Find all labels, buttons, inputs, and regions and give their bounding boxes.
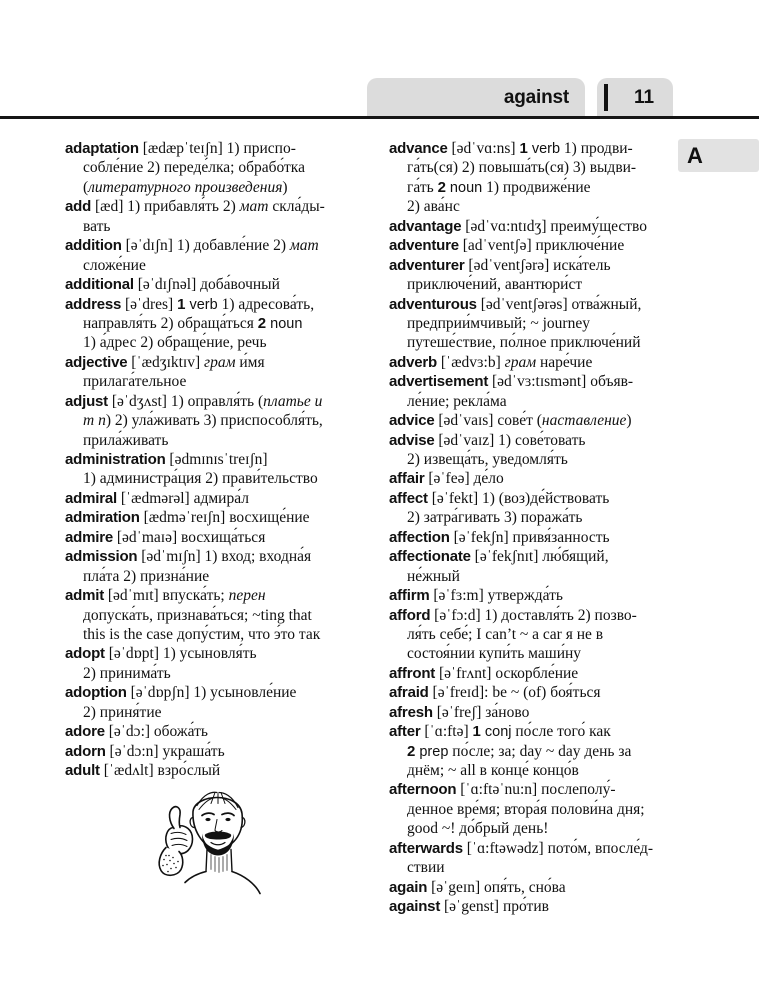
dictionary-entry	[389, 586, 694, 605]
entry-text: 1) администра́ция 2) прави́тельство	[83, 470, 318, 488]
entry-text: прилага́тельное	[83, 373, 187, 391]
entry-text: 1) продви-	[560, 140, 633, 157]
dictionary-entry	[389, 547, 694, 586]
entry-line-first	[65, 295, 370, 314]
entry-line-first	[389, 780, 694, 799]
headword: advance	[389, 140, 448, 157]
entry-text: по́сле того́ как	[511, 723, 611, 741]
dictionary-entry	[65, 489, 370, 508]
column-right	[389, 139, 694, 917]
entry-line-first	[389, 897, 694, 916]
entry-text: [ˈædʌlt] взро́слый	[99, 762, 221, 779]
entry-line	[389, 819, 694, 838]
dictionary-entry	[389, 372, 694, 411]
entry-line-first	[65, 139, 370, 158]
headword: adaptation	[65, 140, 139, 157]
entry-text: noun	[266, 315, 303, 332]
entry-text: мат	[239, 198, 269, 216]
entry-text: [ədˈventʃərəs] отва́жный,	[476, 295, 642, 313]
dictionary-entry	[65, 197, 370, 236]
entry-line	[389, 392, 694, 411]
dictionary-entry	[65, 353, 370, 392]
headword: adventurous	[389, 295, 477, 313]
dictionary-entry	[65, 683, 370, 722]
letter-tab-label: A	[687, 142, 703, 168]
entry-line	[65, 411, 370, 430]
entry-line-first	[389, 353, 694, 372]
entry-text: [æd] 1) прибавля́ть 2)	[91, 198, 240, 216]
headword: advantage	[389, 217, 462, 235]
entry-text: днём; ~ all в конце́ концо́в	[407, 762, 579, 779]
entry-text: good ~! до́брый день!	[407, 820, 549, 838]
dictionary-entry	[389, 703, 694, 722]
entry-line	[65, 372, 370, 391]
entry-text: наре́чие	[536, 353, 593, 371]
entry-line-first	[389, 722, 694, 741]
headword: admire	[65, 528, 113, 546]
headword: adventure	[389, 237, 459, 255]
entry-text: 2	[437, 178, 446, 196]
entry-text: [əˈdɔ:n] украша́ть	[105, 742, 225, 760]
entry-text: 1) а́дрес 2) обраще́ние, речь	[83, 334, 267, 352]
entry-text: мат	[289, 237, 319, 255]
entry-line-first	[389, 606, 694, 625]
dictionary-entry	[65, 450, 370, 489]
entry-text: this is the case допу́стим, что э́то так	[83, 625, 321, 643]
entry-line-first	[389, 586, 694, 605]
entry-text: [əˈfreʃ] за́ново	[432, 703, 530, 721]
entry-text: 2) извеща́ть, уведомля́ть	[407, 451, 568, 468]
entry-text: 1) продвиже́ние	[482, 178, 591, 196]
entry-text: грам	[504, 353, 537, 371]
headword: advise	[389, 431, 435, 449]
dictionary-entry	[389, 256, 694, 295]
entry-line-first	[65, 761, 370, 780]
dictionary-entry	[389, 411, 694, 430]
entry-line-first	[389, 664, 694, 683]
entry-text: [ədˈmaɪə] восхища́ться	[113, 528, 266, 546]
dictionary-entry	[65, 761, 370, 780]
headword: adverb	[389, 353, 437, 371]
dictionary-entry	[65, 295, 370, 353]
entry-text: скла́ды-	[268, 198, 325, 216]
entry-text: 1) адресова́ть,	[217, 295, 315, 313]
entry-text: по́сле; за; day ~ day день за	[448, 742, 632, 760]
headword: after	[389, 723, 421, 741]
dictionary-entry	[65, 508, 370, 527]
entry-line-first	[389, 839, 694, 858]
headword: admiral	[65, 489, 117, 507]
entry-text: [əˈfɔ:d] 1) доставля́ть 2) позво-	[430, 606, 637, 624]
entry-text: [ˈɑ:ftə]	[420, 723, 473, 741]
entry-line-first	[389, 217, 694, 236]
headword: adventurer	[389, 256, 465, 274]
entry-text: га́ть	[407, 178, 438, 196]
entry-line	[65, 567, 370, 586]
headword: admiration	[65, 509, 140, 527]
entry-text: литературного произведения	[88, 178, 283, 196]
headword: afterwards	[389, 839, 463, 857]
dictionary-entry	[389, 839, 694, 878]
entry-line	[389, 858, 694, 877]
entry-line	[389, 178, 694, 197]
headword: affront	[389, 664, 436, 682]
entry-text: )	[626, 412, 632, 430]
entry-line-first	[389, 236, 694, 255]
headword: afford	[389, 606, 431, 624]
dictionary-entry	[389, 664, 694, 683]
entry-text: [ˈɑ:ftəwədz] пото́м, впосле́д-	[462, 839, 654, 857]
dictionary-entry	[65, 236, 370, 275]
entry-line-first	[65, 392, 370, 411]
entry-text: [əˈfreɪd]: be ~ (of) боя́ться	[428, 684, 601, 702]
headword: affirm	[389, 587, 430, 605]
entry-line-first	[389, 528, 694, 547]
entry-line	[389, 761, 694, 780]
entry-line	[65, 703, 370, 722]
entry-line-first	[65, 528, 370, 547]
entry-text: [ədˈvɑ:ntɪdʒ] преиму́щество	[461, 217, 648, 235]
dictionary-entry	[65, 742, 370, 761]
entry-line-first	[65, 742, 370, 761]
entry-line	[389, 314, 694, 333]
entry-line	[389, 567, 694, 586]
headword: advertisement	[389, 373, 489, 391]
entry-text: [ædæpˈteɪʃn] 1) приспо-	[138, 140, 296, 157]
entry-text: пла́та 2) призна́ние	[83, 567, 210, 585]
thumbs-up-man-illustration	[152, 780, 262, 913]
entry-line-first	[389, 703, 694, 722]
entry-line-first	[389, 411, 694, 430]
header-rule	[0, 116, 759, 119]
entry-line-first	[65, 586, 370, 605]
entry-line	[389, 742, 694, 761]
entry-text: 1	[472, 723, 481, 741]
dictionary-entry	[65, 392, 370, 450]
entry-text: [əˈfekʃnɪt] лю́бящий,	[470, 548, 609, 566]
page-number-tab	[597, 78, 673, 117]
dictionary-entry	[65, 547, 370, 586]
headword: affectionate	[389, 548, 471, 566]
entry-text: [ədˈventʃərə] иска́тель	[464, 256, 611, 274]
headword: adoption	[65, 684, 127, 702]
entry-line-first	[65, 547, 370, 566]
entry-line	[65, 178, 370, 197]
headword: again	[389, 878, 428, 896]
entry-text: грам	[204, 353, 236, 371]
headword: afresh	[389, 703, 433, 721]
entry-text: prep	[415, 743, 449, 760]
entry-text: сложе́ние	[83, 256, 146, 274]
dictionary-entry	[65, 139, 370, 197]
entry-text: [ədˈvɜ:tɪsmənt] объяв-	[488, 373, 634, 391]
entry-text: [ædməˈreɪʃn] восхище́ние	[139, 509, 310, 527]
headword: affect	[389, 489, 428, 507]
entry-line	[65, 431, 370, 450]
entry-text: не́жный	[407, 567, 460, 585]
entry-line	[65, 256, 370, 275]
headword: adorn	[65, 742, 106, 760]
entry-line	[65, 606, 370, 625]
entry-line-first	[65, 236, 370, 255]
headword: affection	[389, 528, 450, 546]
headword: add	[65, 198, 92, 216]
entry-line-first	[65, 644, 370, 663]
entry-line-first	[389, 878, 694, 897]
headword: affair	[389, 470, 425, 488]
entry-text: [ədmɪnɪsˈtreɪʃn]	[165, 451, 268, 468]
entry-text: [əˈfekt] 1) (воз)де́йствовать	[427, 489, 610, 507]
entry-text: [ədˈmɪt] впуска́ть;	[104, 587, 229, 605]
entry-line	[389, 625, 694, 644]
entry-text: т п	[83, 412, 106, 430]
entry-text: 2) ава́нс	[407, 198, 460, 216]
guide-word-tab	[367, 78, 585, 117]
dictionary-entry	[389, 780, 694, 838]
headword: adult	[65, 762, 100, 779]
entry-text: noun	[445, 179, 483, 196]
entry-text: verb	[185, 296, 218, 313]
entry-line	[389, 450, 694, 469]
column-left	[65, 139, 370, 780]
entry-text: [əˈgenst] про́тив	[440, 898, 549, 916]
entry-text: прила́живать	[83, 431, 169, 449]
dictionary-entry	[389, 295, 694, 353]
dictionary-entry	[65, 586, 370, 644]
headword: afternoon	[389, 781, 457, 799]
entry-line-first	[65, 489, 370, 508]
entry-line-first	[65, 450, 370, 469]
entry-text: 2) принима́ть	[83, 664, 171, 682]
headword: additional	[65, 276, 134, 294]
entry-line	[65, 469, 370, 488]
entry-line-first	[389, 469, 694, 488]
dictionary-entry	[389, 431, 694, 470]
entry-text: платье и	[263, 392, 323, 410]
illustration-strokes	[159, 792, 260, 893]
entry-text: [əˈdɔ:] обожа́ть	[104, 723, 208, 741]
entry-line-first	[65, 722, 370, 741]
entry-text: собле́ние 2) переде́лка; обрабо́тка	[83, 159, 305, 177]
headword: adore	[65, 723, 105, 741]
dictionary-entry	[389, 683, 694, 702]
entry-text: [ədˈmɪʃn] 1) вход; входна́я	[137, 548, 312, 566]
entry-text: состоя́нии купи́ть маши́ну	[407, 645, 582, 663]
entry-line-first	[389, 295, 694, 314]
entry-text: перен	[228, 587, 266, 605]
dictionary-entry	[389, 528, 694, 547]
dictionary-entry	[65, 275, 370, 294]
page-number: 11	[634, 86, 655, 108]
entry-text: ле́ние; рекла́ма	[407, 392, 507, 410]
entry-line	[389, 508, 694, 527]
entry-text: направля́ть 2) обраща́ться	[83, 314, 258, 332]
headword: adjust	[65, 392, 108, 410]
entry-text: [əˈdɒpt] 1) усыновля́ть	[104, 645, 257, 663]
entry-line	[389, 158, 694, 177]
entry-line	[65, 333, 370, 352]
dictionary-entry	[65, 528, 370, 547]
headword: addition	[65, 237, 122, 255]
dictionary-entry	[389, 606, 694, 664]
divider-bar-icon	[604, 84, 608, 111]
entry-text: [əˈfɜ:m] утвержда́ть	[429, 587, 563, 605]
entry-line-first	[389, 139, 694, 158]
headword: admit	[65, 587, 105, 605]
dictionary-entry	[389, 353, 694, 372]
entry-line	[389, 800, 694, 819]
dictionary-entry	[389, 897, 694, 916]
entry-text: conj	[480, 724, 512, 741]
entry-text: 2	[257, 314, 267, 332]
entry-text: [ˈædmərəl] адмира́л	[116, 489, 249, 507]
entry-text: ствии	[407, 859, 445, 877]
entry-line	[389, 197, 694, 216]
entry-text: )	[282, 178, 288, 196]
entry-text: [ədˈvɑ:ns]	[447, 140, 520, 157]
entry-text: 2) затра́гивать 3) поража́ть	[407, 509, 583, 527]
headword: administration	[65, 451, 166, 468]
entry-text: [əˈdɪʃn] 1) добавле́ние 2)	[121, 237, 290, 255]
entry-line-first	[389, 489, 694, 508]
entry-text: и́мя	[235, 353, 265, 371]
entry-text: 1	[177, 295, 186, 313]
entry-line	[65, 664, 370, 683]
entry-line	[389, 333, 694, 352]
entry-text: 1	[519, 140, 528, 157]
entry-text: наставление	[541, 412, 627, 430]
headword: advice	[389, 412, 435, 430]
headword: admission	[65, 548, 138, 566]
entry-text: [adˈventʃə] приключе́ние	[458, 237, 625, 255]
entry-line-first	[389, 256, 694, 275]
entry-text: ля́ть себе́; I can’t ~ a car я не в	[407, 625, 604, 643]
entry-line-first	[389, 372, 694, 391]
dictionary-entry	[389, 217, 694, 236]
entry-text: га́ть(ся) 2) повыша́ть(ся) 3) выдви-	[407, 159, 637, 177]
entry-text: [əˈgeɪn] опя́ть, сно́ва	[427, 878, 566, 896]
entry-text: денное вре́мя; втора́я полови́на дня;	[407, 800, 645, 818]
entry-text: [əˈfekʃn] привя́занность	[449, 528, 610, 546]
entry-line	[65, 217, 370, 236]
entry-text: (	[83, 178, 89, 196]
entry-text: путеше́ствие, по́лное приключе́ний	[407, 334, 641, 352]
dictionary-entry	[389, 722, 694, 780]
entry-text: предприи́мчивый; ~ journey	[407, 314, 590, 332]
entry-line	[65, 314, 370, 333]
entry-text: verb	[527, 141, 561, 157]
headword: adjective	[65, 353, 128, 371]
headword: against	[389, 898, 441, 916]
dictionary-entry	[389, 236, 694, 255]
headword: address	[65, 295, 122, 313]
entry-text: [əˈfeə] де́ло	[424, 470, 504, 488]
headword: adopt	[65, 645, 105, 663]
entry-text: [əˈdʒʌst] 1) оправля́ть (	[107, 392, 264, 410]
entry-line-first	[389, 547, 694, 566]
entry-text: [əˈdɒpʃn] 1) усыновле́ние	[126, 684, 297, 702]
entry-text: [ədˈvaɪz] 1) сове́товать	[434, 431, 586, 449]
entry-text: [əˈdres]	[121, 295, 178, 313]
entry-line-first	[65, 275, 370, 294]
entry-text: [ˈædvɜ:b]	[437, 353, 505, 371]
entry-text: 2	[407, 742, 416, 760]
dictionary-entry	[389, 139, 694, 217]
entry-line-first	[65, 508, 370, 527]
entry-text: [ədˈvaɪs] сове́т (	[434, 412, 542, 430]
dictionary-entry	[65, 644, 370, 683]
entry-text: [əˈfrʌnt] оскорбле́ние	[435, 664, 579, 682]
headword: afraid	[389, 684, 429, 702]
entry-line-first	[65, 197, 370, 216]
entry-line-first	[65, 353, 370, 372]
entry-line-first	[389, 431, 694, 450]
entry-text: [ˈɑ:ftəˈnu:n] послеполу́-	[456, 781, 616, 799]
dictionary-entry	[389, 469, 694, 488]
dictionary-entry	[389, 878, 694, 897]
entry-text: допуска́ть, признава́ться; ~ting that	[83, 606, 312, 624]
entry-line	[65, 158, 370, 177]
entry-text: приключе́ний, авантюри́ст	[407, 276, 583, 294]
entry-text: 2) приня́тие	[83, 703, 162, 721]
entry-line-first	[389, 683, 694, 702]
entry-text: вать	[83, 217, 111, 235]
dictionary-entry	[389, 489, 694, 528]
dictionary-entry	[65, 722, 370, 741]
guide-word: against	[503, 86, 569, 108]
entry-line	[65, 625, 370, 644]
entry-line	[389, 275, 694, 294]
entry-text: ) 2) ула́живать 3) приспособля́ть,	[105, 412, 323, 430]
entry-text: [əˈdɪʃnəl] доба́вочный	[133, 276, 280, 294]
entry-line-first	[65, 683, 370, 702]
entry-line	[389, 644, 694, 663]
entry-text: [ˈædʒɪktɪv]	[127, 353, 205, 371]
